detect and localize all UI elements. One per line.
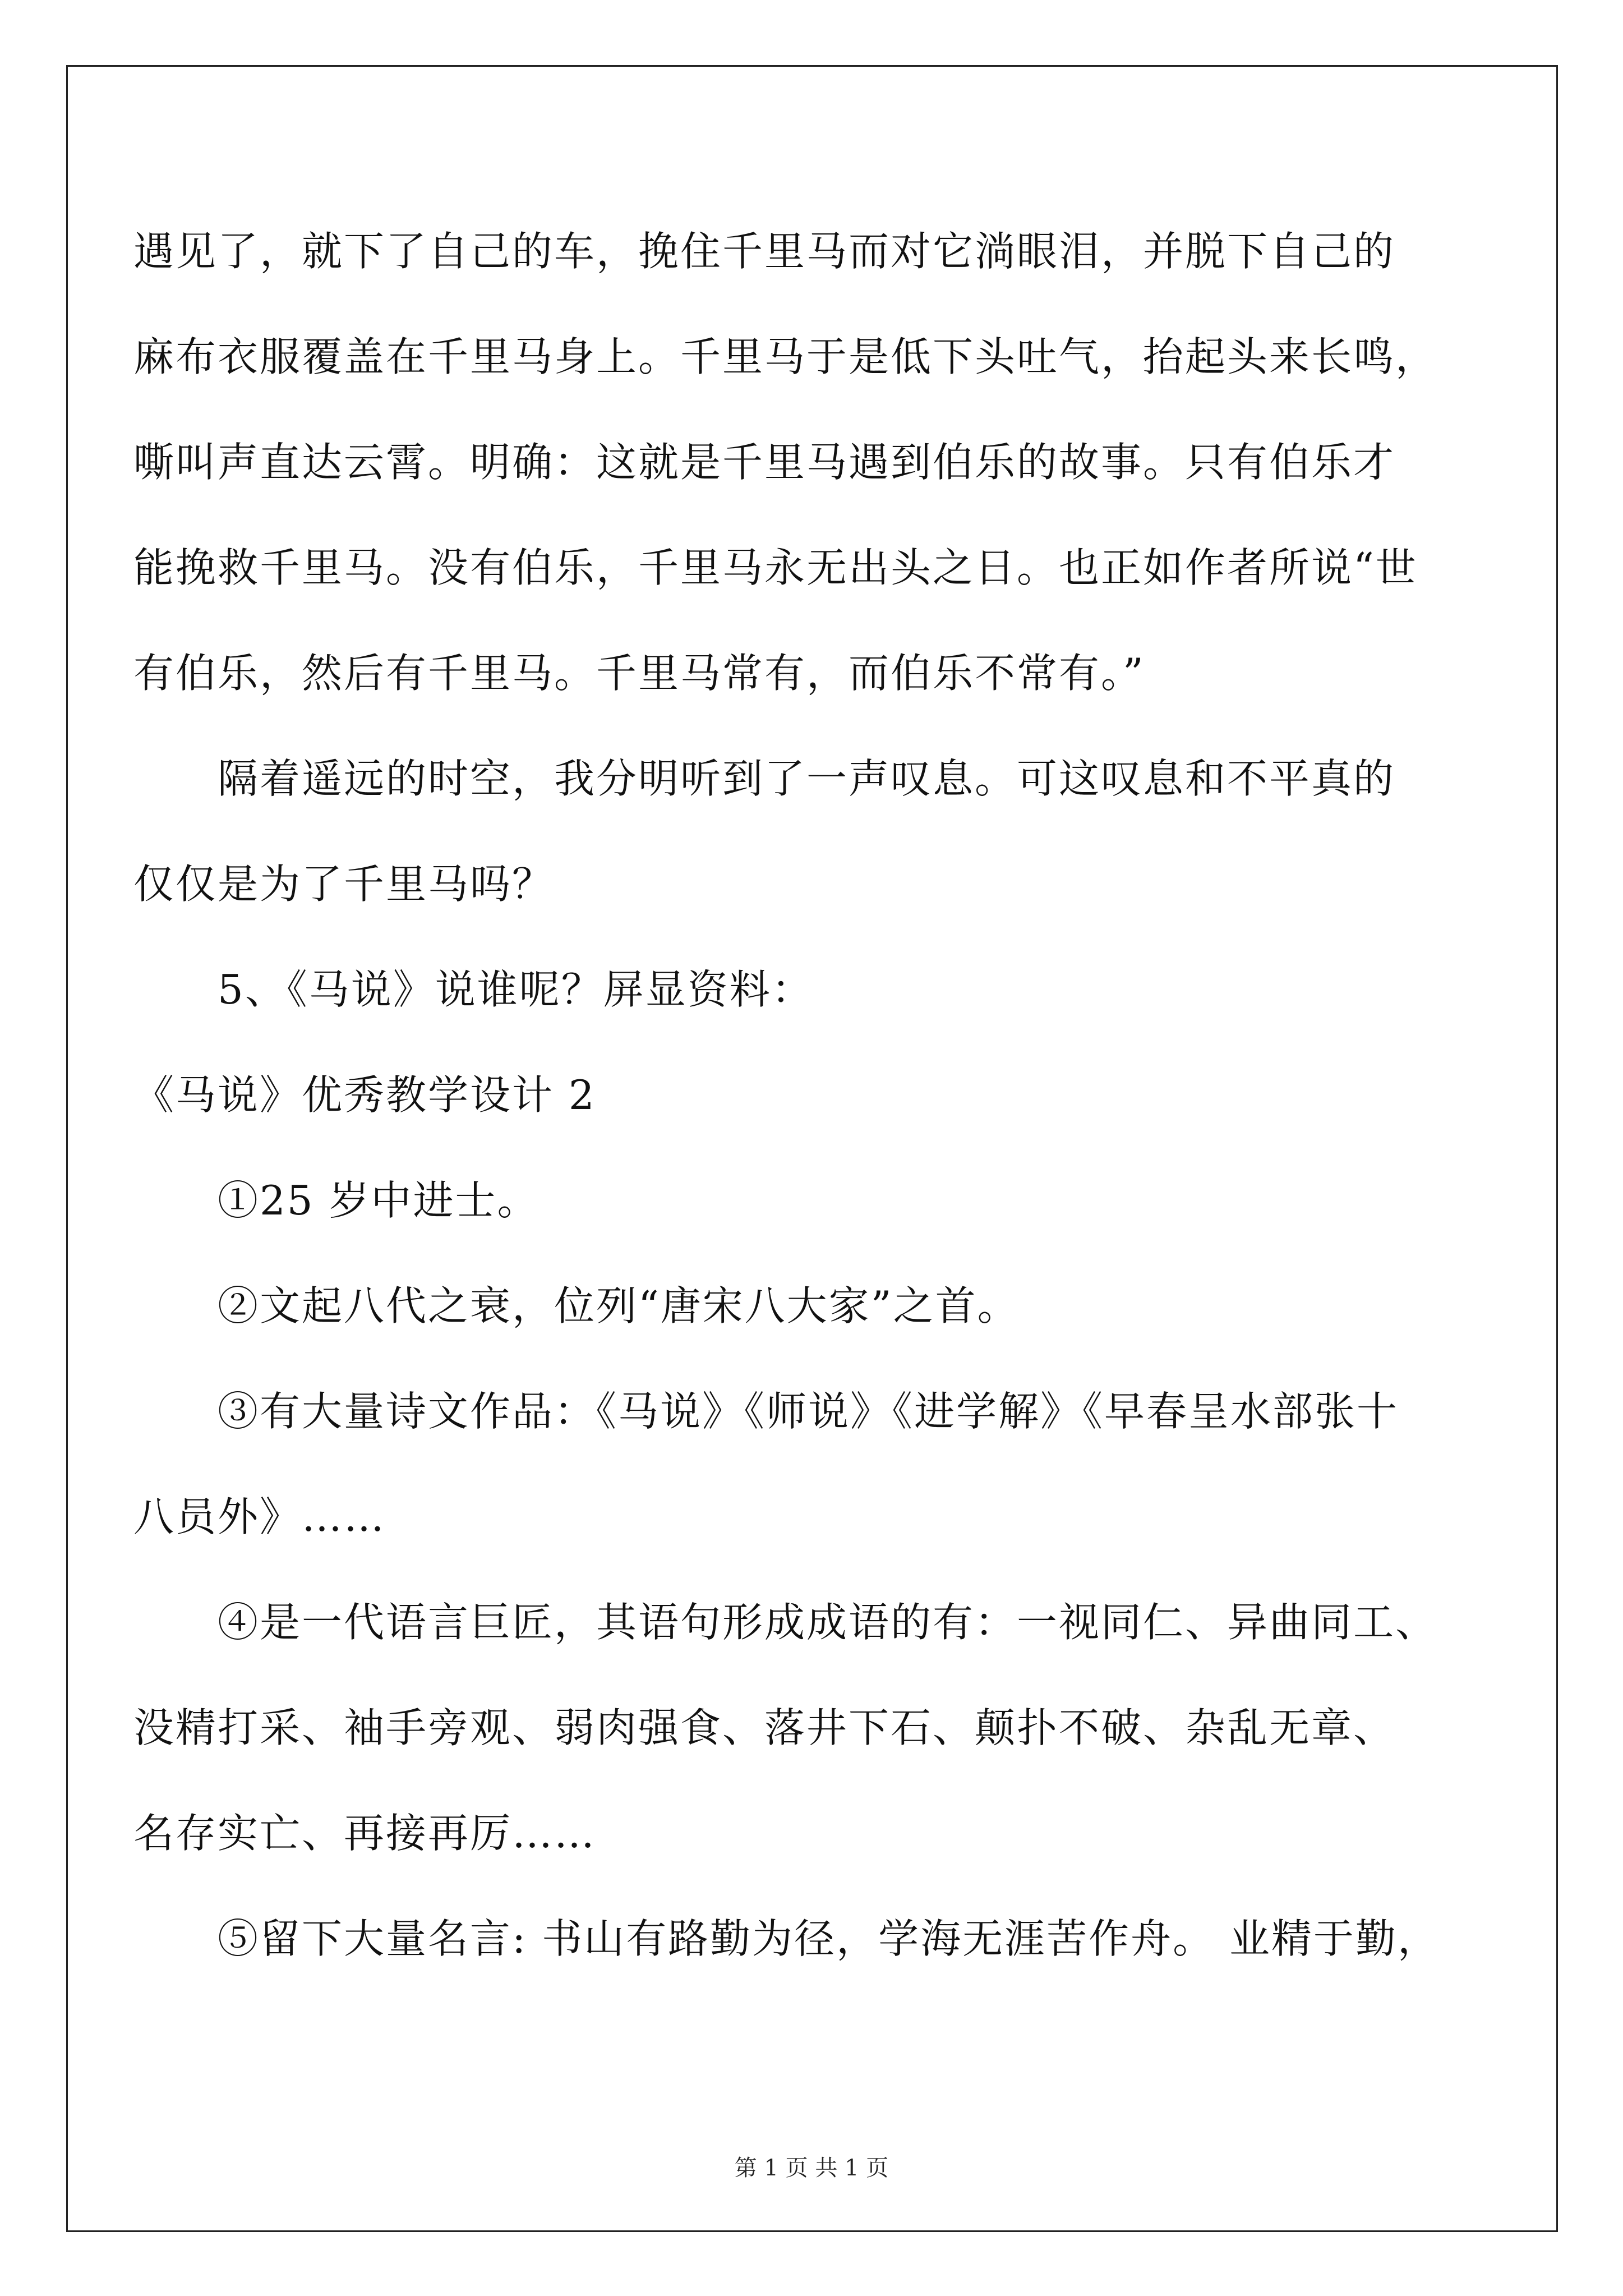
list-item: ①25 岁中进士。: [218, 1177, 540, 1224]
text-line: 八员外》……: [133, 1493, 386, 1540]
page-border: [66, 65, 1558, 2232]
text-line: 有伯乐，然后有千里马。千里马常有，而伯乐不常有。”: [133, 650, 1145, 697]
text-line: 仅仅是为了千里马吗？: [133, 861, 555, 908]
list-item: ④是一代语言巨匠，其语句形成成语的有：一视同仁、异曲同工、: [218, 1599, 1438, 1646]
list-item: ②文起八代之衰，位列“唐宋八大家”之首。: [218, 1282, 1020, 1329]
text-line: 嘶叫声直达云霄。明确：这就是千里马遇到伯乐的故事。只有伯乐才: [133, 439, 1396, 486]
paragraph-first-line: 隔着遥远的时空，我分明听到了一声叹息。可这叹息和不平真的: [218, 755, 1396, 802]
text-line: 没精打采、袖手旁观、弱肉强食、落井下石、颠扑不破、杂乱无章、: [133, 1704, 1396, 1751]
list-item: ③有大量诗文作品：《马说》《师说》《进学解》《早春呈水部张十: [218, 1388, 1399, 1435]
text-line: 能挽救千里马。没有伯乐，千里马永无出头之日。也正如作者所说“世: [133, 544, 1418, 591]
text-line: 名存实亡、再接再厉……: [133, 1810, 597, 1857]
list-item: ⑤留下大量名言: 书山有路勤为径，学海无涯苦作舟。 业精于勤，: [218, 1915, 1440, 1962]
section-heading: 5、《马说》说谁呢？屏显资料：: [218, 966, 814, 1013]
document-subtitle: 《马说》优秀教学设计 2: [133, 1071, 596, 1119]
page-footer: 第 1 页 共 1 页: [734, 2155, 889, 2181]
text-line: 遇见了，就下了自己的车，挽住千里马而对它淌眼泪，并脱下自己的: [133, 228, 1396, 275]
text-line: 麻布衣服覆盖在千里马身上。千里马于是低下头吐气，抬起头来长鸣，: [133, 333, 1438, 380]
